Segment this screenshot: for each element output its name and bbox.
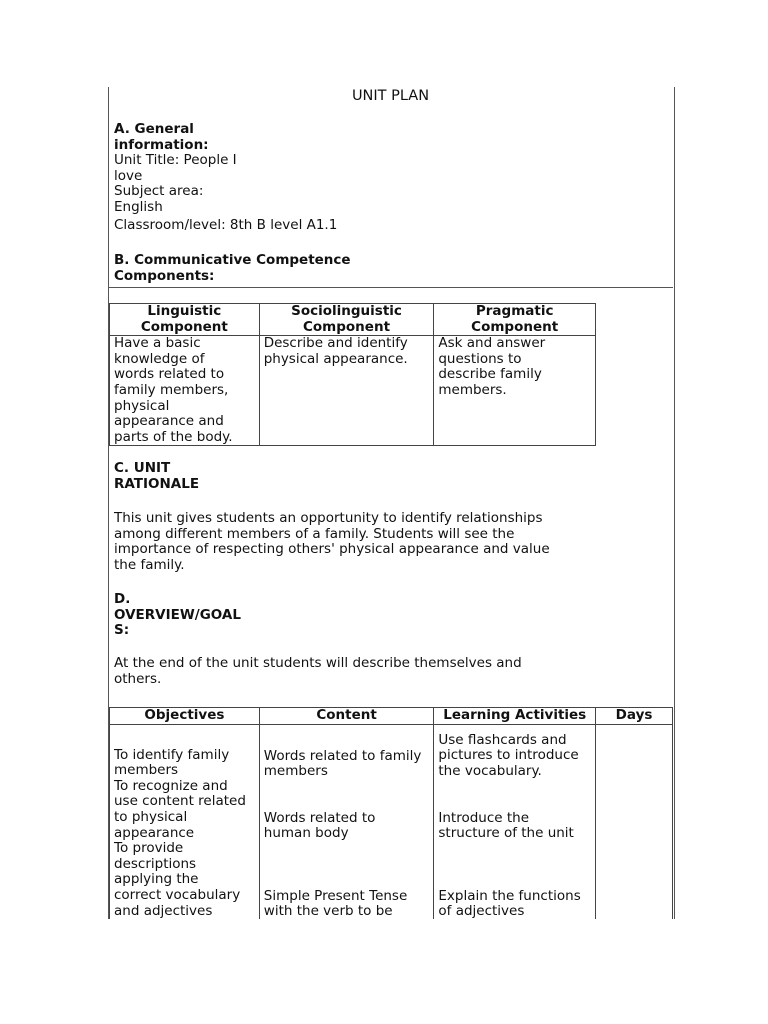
objective-line: use content related bbox=[114, 793, 246, 810]
cell-line: parts of the body. bbox=[114, 428, 233, 445]
unit-title-line: Unit Title: People I bbox=[114, 152, 237, 169]
subject-area-line: Subject area: bbox=[114, 183, 204, 200]
cell-pragmatic bbox=[434, 336, 596, 446]
header-objectives: Objectives bbox=[110, 708, 260, 725]
cell-line: questions to bbox=[438, 350, 522, 367]
section-b-heading-line: B. Communicative Competence bbox=[114, 252, 351, 268]
header-line: Component bbox=[303, 318, 391, 335]
page-title: UNIT PLAN bbox=[351, 88, 430, 104]
cell-line: Ask and answer bbox=[438, 335, 546, 352]
cell-sociolinguistic bbox=[259, 336, 434, 446]
objectives-cell bbox=[110, 724, 260, 919]
cell-line: physical appearance. bbox=[263, 350, 408, 367]
objective-line: correct vocabulary bbox=[114, 886, 241, 903]
objective-line: descriptions bbox=[114, 855, 197, 872]
header-line: Component bbox=[140, 318, 228, 335]
content-line: members bbox=[263, 763, 328, 780]
header-pragmatic bbox=[434, 304, 596, 336]
activity-line: the vocabulary. bbox=[438, 762, 542, 779]
section-d-heading-line: D. bbox=[114, 591, 131, 607]
content-block bbox=[264, 749, 422, 780]
activity-block bbox=[438, 733, 578, 780]
content-block bbox=[264, 889, 407, 920]
objective-line: members bbox=[114, 762, 179, 779]
content-line: Simple Present Tense bbox=[263, 887, 408, 904]
header-line: Component bbox=[471, 318, 559, 335]
header-content: Content bbox=[259, 708, 434, 725]
objective-line: to physical bbox=[114, 808, 188, 825]
rationale-line: the family. bbox=[114, 556, 185, 573]
header-linguistic bbox=[110, 304, 260, 336]
cell-line: Have a basic bbox=[114, 335, 201, 352]
cell-line: Describe and identify bbox=[263, 335, 408, 352]
section-c-heading bbox=[114, 461, 199, 492]
section-d-heading-line: OVERVIEW/GOAL bbox=[114, 606, 241, 623]
section-d-body bbox=[114, 656, 522, 687]
header-line: Sociolinguistic bbox=[291, 303, 402, 319]
days-cell bbox=[596, 724, 673, 919]
activity-line: Use flashcards and bbox=[438, 731, 567, 748]
activity-line: structure of the unit bbox=[438, 825, 574, 842]
section-a bbox=[114, 122, 337, 233]
objectives-body-row bbox=[110, 724, 673, 919]
activities-cell bbox=[434, 724, 596, 919]
objective-line: and adjectives bbox=[114, 902, 213, 919]
section-a-heading bbox=[114, 122, 337, 153]
header-learning-activities: Learning Activities bbox=[434, 708, 596, 725]
activity-block bbox=[438, 889, 580, 920]
rationale-line: This unit gives students an opportunity to identify relationships bbox=[114, 510, 543, 526]
section-d-heading bbox=[114, 592, 241, 639]
section-c-body bbox=[114, 511, 550, 573]
competence-table bbox=[109, 303, 596, 446]
goal-line: others. bbox=[114, 670, 162, 687]
unit-title-line: love bbox=[114, 167, 143, 184]
section-b-heading bbox=[114, 253, 351, 284]
content-line: human body bbox=[263, 825, 349, 842]
cell-line: appearance and bbox=[114, 413, 224, 430]
divider bbox=[108, 287, 673, 288]
cell-line: members. bbox=[438, 381, 507, 398]
cell-line: family members, bbox=[114, 381, 229, 398]
subject-area bbox=[114, 184, 337, 215]
section-a-heading-line: information: bbox=[114, 136, 209, 153]
cell-line: words related to bbox=[114, 366, 225, 383]
section-c-heading-line: C. UNIT bbox=[114, 460, 171, 476]
activity-line: Explain the functions bbox=[438, 887, 581, 904]
content-cell bbox=[259, 724, 434, 919]
content-line: Words related to family bbox=[263, 747, 422, 764]
content-line: with the verb to be bbox=[263, 903, 393, 920]
objectives-header-row bbox=[110, 708, 673, 725]
cell-line: physical bbox=[114, 397, 170, 414]
rationale-line: importance of respecting others' physical appearance and value bbox=[114, 541, 550, 558]
content-line: Words related to bbox=[263, 809, 376, 826]
objective-line: appearance bbox=[114, 824, 195, 841]
cell-line: knowledge of bbox=[114, 350, 205, 367]
section-d-heading-line: S: bbox=[114, 622, 130, 639]
content-block bbox=[264, 811, 376, 842]
header-line: Pragmatic bbox=[475, 303, 554, 319]
objective-line: To provide bbox=[114, 840, 184, 857]
objective-line: applying the bbox=[114, 871, 199, 888]
activity-block bbox=[438, 811, 573, 842]
rationale-line: among different members of a family. Students will see the bbox=[114, 525, 515, 542]
cell-linguistic bbox=[110, 336, 260, 446]
subject-area-line: English bbox=[114, 198, 163, 215]
section-c-heading-line: RATIONALE bbox=[114, 475, 200, 492]
header-sociolinguistic bbox=[259, 304, 434, 336]
header-line: Linguistic bbox=[147, 303, 222, 319]
activity-line: of adjectives bbox=[438, 903, 525, 920]
activity-line: pictures to introduce bbox=[438, 747, 579, 764]
competence-header-row bbox=[110, 304, 596, 336]
competence-body-row bbox=[110, 336, 596, 446]
objectives-table bbox=[109, 707, 673, 919]
goal-line: At the end of the unit students will describe themselves and bbox=[114, 655, 522, 671]
objective-line: To identify family bbox=[114, 746, 230, 763]
header-days: Days bbox=[596, 708, 673, 725]
cell-line: describe family bbox=[438, 366, 542, 383]
unit-title bbox=[114, 153, 337, 184]
section-b-heading-line: Components: bbox=[114, 267, 215, 284]
objective-line: To recognize and bbox=[114, 777, 228, 794]
activity-line: Introduce the bbox=[438, 809, 530, 826]
section-a-heading-line: A. General bbox=[114, 121, 194, 137]
classroom-level: Classroom/level: 8th B level A1.1 bbox=[114, 216, 338, 233]
